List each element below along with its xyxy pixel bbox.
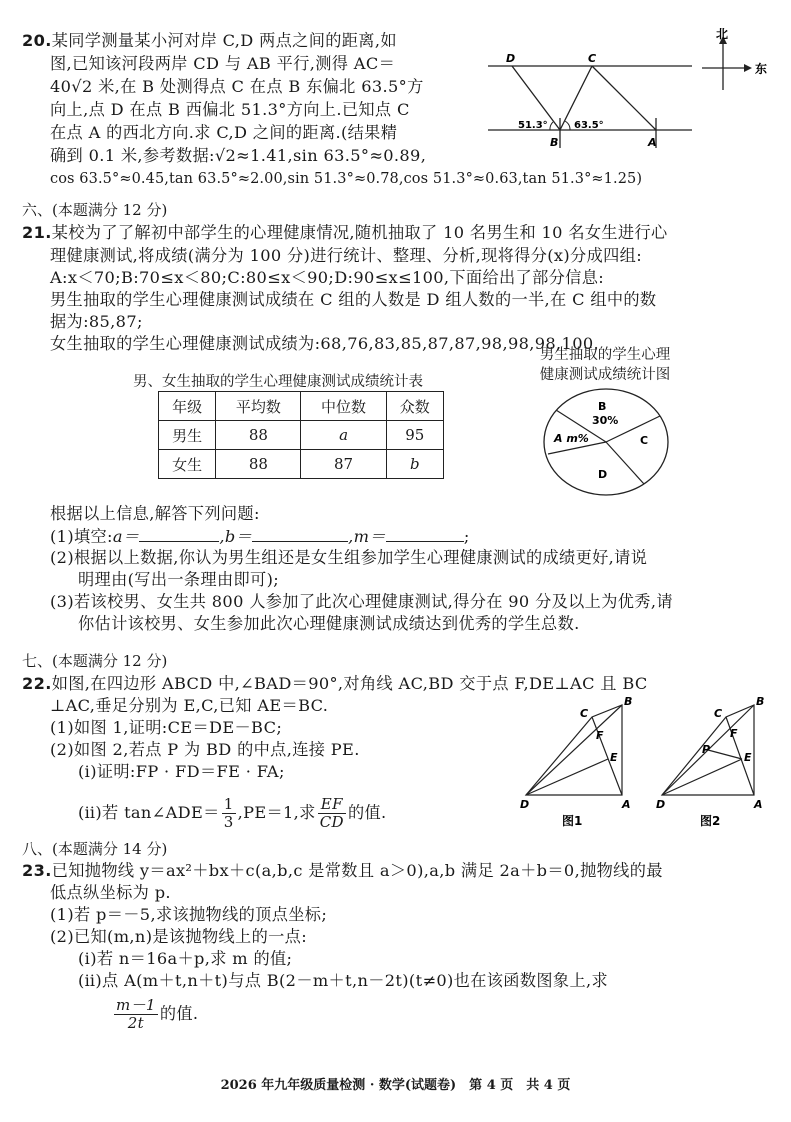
- compass-north-label: 北: [716, 28, 729, 41]
- label-b: B: [550, 136, 559, 149]
- blank-m-label: ,m＝: [348, 527, 386, 546]
- pie-chart: [540, 386, 672, 498]
- q22-ii-prefix: (ⅱ)若 tan∠ADE＝: [78, 803, 220, 822]
- q22-line-4: (2)如图 2,若点 P 为 BD 的中点,连接 PE.: [50, 740, 360, 759]
- fig1-label-c: C: [580, 707, 589, 720]
- fig2-label-f: F: [730, 727, 738, 740]
- q21-number: 21.: [22, 223, 52, 242]
- fraction-ef-cd: [318, 796, 346, 831]
- q21-part-1: [50, 525, 470, 548]
- fig2-label-e: E: [744, 751, 752, 764]
- frac1-denominator: 3: [223, 813, 234, 831]
- fig1-label-e: E: [610, 751, 618, 764]
- table-header: 年级: [159, 392, 216, 421]
- fig1-label-d: D: [520, 798, 530, 811]
- q20-line-6: 确到 0.1 米,参考数据:√2≈1.41,sin 63.5°≈0.89,: [50, 146, 427, 165]
- fig1-label-f: F: [596, 729, 604, 742]
- q22-ii-mid: ,PE＝1,求: [237, 803, 316, 822]
- blank-b[interactable]: [252, 525, 348, 542]
- fig2-label-d: D: [656, 798, 666, 811]
- q21-part-1-end: ;: [463, 527, 470, 546]
- q21-part-2-line-2: 明理由(写出一条理由即可);: [78, 570, 280, 589]
- q21-part-3-line-2: 你估计该校男、女生参加此次心理健康测试成绩达到优秀的学生总数.: [78, 614, 580, 633]
- q20-line-5: 在点 A 的西北方向.求 C,D 之间的距离.(结果精: [50, 123, 398, 142]
- table-cell: 88: [216, 421, 301, 450]
- pie-caption-line-2: 健康测试成绩统计图: [539, 367, 671, 383]
- fig2-caption: 图2: [700, 814, 721, 828]
- table-header: 中位数: [301, 392, 386, 421]
- pie-label-c: C: [640, 434, 649, 447]
- q23-frac-end: 的值.: [159, 1004, 199, 1023]
- diagonal-db: [526, 705, 622, 795]
- label-d: D: [506, 52, 516, 65]
- q20-line-4: 向上,点 D 在点 B 西偏北 51.3°方向上.已知点 C: [50, 100, 410, 119]
- pie-caption-line-1: 男生抽取的学生心理: [539, 347, 671, 363]
- segment-de-2: [662, 759, 742, 795]
- table-header-row: [159, 392, 444, 421]
- q21-line-3: A:x＜70;B:70≤x＜80;C:80≤x＜90;D:90≤x≤100,下面给出了部分信息:: [50, 268, 605, 287]
- stat-table: [158, 391, 444, 479]
- angle-arc-right: [565, 121, 570, 130]
- section-8-heading: 八、(本题满分 14 分): [22, 840, 168, 858]
- q22-line-2: ⊥AC,垂足分别为 E,C,已知 AE＝BC.: [50, 696, 329, 715]
- table-cell: a: [301, 421, 386, 450]
- table-header: 众数: [386, 392, 443, 421]
- section-6-heading: 六、(本题满分 12 分): [22, 201, 168, 219]
- q23-number: 23.: [22, 861, 52, 880]
- fraction-one-third: [222, 796, 236, 831]
- q22-figure-1: [510, 695, 650, 830]
- q23-text-1: 已知抛物线 y＝ax²＋bx＋c(a,b,c 是常数且 a＞0),a,b 满足 2a＋b＝0,抛物线的最: [51, 861, 663, 880]
- q23-frac-denominator: 2t: [127, 1014, 145, 1032]
- table-row: [159, 450, 444, 479]
- q23-line-7: [112, 994, 198, 1034]
- compass-east-arrow-icon: [744, 64, 752, 72]
- q20-text-1: 某同学测量某小河对岸 C,D 两点之间的距离,如: [51, 31, 397, 50]
- blank-a[interactable]: [139, 525, 219, 542]
- q21-text-1: 某校为了了解初中部学生的心理健康情况,随机抽取了 10 名男生和 10 名女生进行心: [51, 223, 668, 242]
- pie-label-b: B: [598, 400, 607, 413]
- segment-de: [526, 759, 608, 795]
- pie-label-d: D: [598, 468, 608, 481]
- q23-line-1: [22, 860, 663, 882]
- table-cell: 88: [216, 450, 301, 479]
- stat-table-caption: 男、女生抽取的学生心理健康测试成绩统计表: [133, 374, 423, 390]
- q23-line-4: (2)已知(m,n)是该抛物线上的一点:: [50, 927, 307, 946]
- q21-intro: 根据以上信息,解答下列问题:: [50, 504, 260, 523]
- segment-pe: [708, 750, 742, 759]
- q21-part-1-prefix: (1)填空:: [50, 527, 113, 546]
- fig2-label-p: P: [702, 743, 711, 756]
- q22-line-3: (1)如图 1,证明:CE＝DE－BC;: [50, 718, 283, 737]
- q23-line-3: (1)若 p＝－5,求该抛物线的顶点坐标;: [50, 905, 328, 924]
- q20-line-1: [22, 30, 397, 52]
- label-a: A: [648, 136, 657, 149]
- q23-frac-numerator: m－1: [116, 996, 156, 1014]
- q22-line-6: [78, 793, 387, 833]
- blank-m[interactable]: [386, 525, 464, 542]
- q20-line-2: 图,已知该河段两岸 CD 与 AB 平行,测得 AC＝: [50, 54, 396, 73]
- pie-label-a: A m%: [554, 432, 589, 445]
- compass-east-label: 东: [755, 62, 768, 76]
- pie-label-b-pct: 30%: [592, 414, 619, 427]
- table-cell: 女生: [159, 450, 216, 479]
- table-header: 平均数: [216, 392, 301, 421]
- label-c: C: [588, 52, 597, 65]
- q20-figure: [480, 28, 780, 154]
- q21-line-2: 理健康测试,将成绩(满分为 100 分)进行统计、整理、分析,现将得分(x)分成四组:: [50, 246, 642, 265]
- q22-number: 22.: [22, 674, 52, 693]
- fig1-label-b: B: [624, 695, 633, 708]
- q22-line-5: (ⅰ)证明:FP · FD＝FE · FA;: [78, 762, 285, 781]
- table-cell: 95: [386, 421, 443, 450]
- fig1-caption: 图1: [562, 814, 583, 828]
- pie-caption: [520, 345, 690, 385]
- q23-line-5: (ⅰ)若 n＝16a＋p,求 m 的值;: [78, 949, 293, 968]
- q23-line-2: 低点纵坐标为 p.: [50, 883, 171, 902]
- fig2-label-c: C: [714, 707, 723, 720]
- fig2-label-b: B: [756, 695, 765, 708]
- table-row: [159, 421, 444, 450]
- angle-label-51: 51.3°: [518, 120, 548, 131]
- angle-label-63: 63.5°: [574, 120, 604, 131]
- q21-line-4: 男生抽取的学生心理健康测试成绩在 C 组的人数是 D 组人数的一半,在 C 组中的数: [50, 290, 657, 309]
- q20-line-3: 40√2 米,在 B 处测得点 C 在点 B 东偏北 63.5°方: [50, 77, 424, 96]
- pie-divider-cd: [606, 442, 644, 484]
- fig2-label-a: A: [754, 798, 763, 811]
- q22-figure-2: [650, 695, 785, 830]
- section-7-heading: 七、(本题满分 12 分): [22, 652, 168, 670]
- fig1-label-a: A: [622, 798, 631, 811]
- frac2-denominator: CD: [319, 813, 344, 831]
- blank-b-label: ,b＝: [219, 527, 253, 546]
- q20-number: 20.: [22, 31, 52, 50]
- q21-part-3-line-1: (3)若该校男、女生共 800 人参加了此次心理健康测试,得分在 90 分及以上为优秀,请: [50, 592, 673, 611]
- q21-line-6: 女生抽取的学生心理健康测试成绩为:68,76,83,85,87,87,98,98,98,100.: [50, 334, 599, 353]
- q22-text-1: 如图,在四边形 ABCD 中,∠BAD＝90°,对角线 AC,BD 交于点 F,DE⊥AC 且 BC: [51, 674, 648, 693]
- angle-arc-left: [550, 122, 553, 130]
- table-cell: b: [386, 450, 443, 479]
- q21-line-5: 据为:85,87;: [50, 312, 143, 331]
- q22-ii-end: 的值.: [347, 803, 387, 822]
- table-cell: 男生: [159, 421, 216, 450]
- blank-a-label: a＝: [112, 527, 140, 546]
- table-cell: 87: [301, 450, 386, 479]
- q22-line-1: [22, 673, 648, 695]
- fraction-m-2t: [114, 997, 158, 1032]
- q23-line-6: (ⅱ)点 A(m＋t,n＋t)与点 B(2－m＋t,n－2t)(t≠0)也在该函数图象上,求: [78, 971, 609, 990]
- q21-line-1: [22, 222, 668, 244]
- q20-line-7: cos 63.5°≈0.45,tan 63.5°≈2.00,sin 51.3°≈0.78,cos 51.3°≈0.63,tan 51.3°≈1.25): [50, 171, 643, 187]
- frac1-numerator: 1: [223, 795, 234, 813]
- frac2-numerator: EF: [318, 796, 346, 814]
- q21-part-2-line-1: (2)根据以上数据,你认为男生组还是女生组参加学生心理健康测试的成绩更好,请说: [50, 548, 648, 567]
- page-footer: 2026 年九年级质量检测 · 数学(试题卷) 第 4 页 共 4 页: [220, 1078, 571, 1093]
